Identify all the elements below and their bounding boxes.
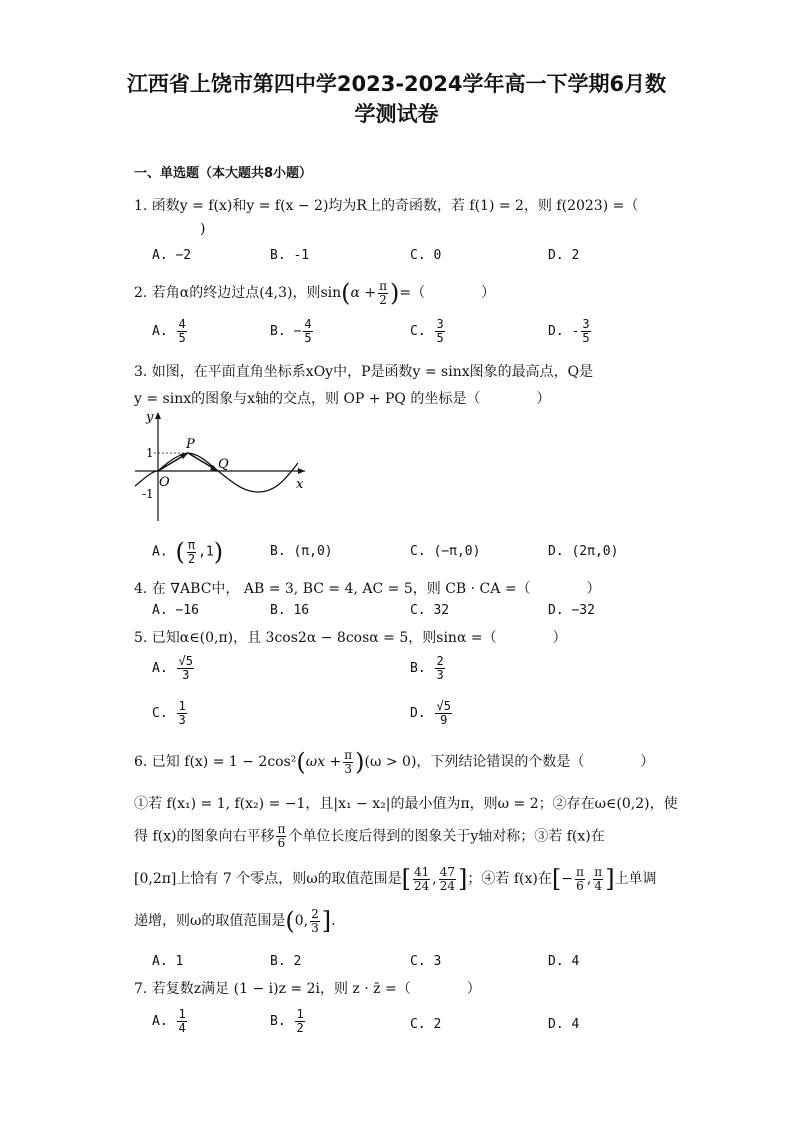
q2-option-b: B. − $\frac{4}{5}$ (270, 317, 312, 345)
q4-option-b: B. 16 (270, 603, 310, 618)
q1-option-a: A. −2 (152, 248, 192, 263)
y-axis-arrow (155, 412, 161, 419)
document-title-line-2: 学测试卷 (354, 102, 439, 126)
q6-option-b: B. 2 (270, 954, 302, 969)
question-4-text: 4. 在 ∇ABC中， AB = 3, BC = 4, AC = 5，则 CB · CA =（ ） (134, 581, 601, 597)
q7-option-a: A. $\frac{1}{4}$ (152, 1007, 186, 1035)
question-3-line-2: y = sinx的图象与x轴的交点，则 OP + PQ 的坐标是（ ） (134, 391, 551, 407)
q1-option-d: D. 2 (548, 248, 580, 263)
question-1-text: 1. 函数y = f(x)和y = f(x − 2)均为R上的奇函数，若 f(1) = 2，则 f(2023) =（ (134, 198, 639, 214)
q4-option-d: D. −32 (548, 603, 595, 618)
graph-origin-label: O (159, 475, 170, 490)
q2-suffix: =（ ） (399, 285, 496, 301)
q4-option-a: A. −16 (152, 603, 199, 618)
graph-y-label: y (146, 410, 154, 425)
q6-option-d: D. 4 (548, 954, 580, 969)
q3-option-a: A. ( $\frac{\pi}{2}$ ,1) (152, 537, 224, 566)
q7-option-b: B. $\frac{1}{2}$ (270, 1007, 304, 1035)
question-6-line-5: 递增，则ω的取值范围是(0, $\frac{2}{3}$ ]. (134, 906, 336, 935)
question-1-close-paren: ) (200, 221, 206, 237)
question-5-text: 5. 已知α∈(0,π)，且 3cos2α − 8cosα = 5，则sinα =（ ） (134, 630, 567, 646)
q2-fraction: $\frac{\pi}{2}$ (379, 278, 388, 307)
section-heading: 一、单选题（本大题共8小题） (134, 166, 313, 181)
q6-option-a: A. 1 (152, 954, 184, 969)
q5-option-d: D. $\frac{√5}{9}$ (410, 699, 451, 727)
q3-option-b: B. (π,0) (270, 544, 333, 559)
vector-op-arrow (180, 453, 188, 459)
graph-tick-1: 1 (146, 446, 154, 460)
q2-expr: α + (350, 285, 377, 301)
sine-graph-figure (130, 408, 310, 526)
question-7-text: 7. 若复数z满足 (1 − i)z = 2i，则 z · z̄ =（ ） (134, 981, 481, 997)
graph-point-q-label: Q (218, 457, 229, 472)
q5-option-c: C. $\frac{1}{3}$ (152, 699, 186, 727)
question-6-line-2: ①若 f(x₁) = 1, f(x₂) = −1，且|x₁ − x₂|的最小值为π，则ω = 2；②存在ω∈(0,2)，使 (134, 796, 678, 812)
question-3-line-1: 3. 如图，在平面直角坐标系xOy中，P是函数y = sinx图象的最高点，Q是 (134, 364, 594, 380)
q2-option-a: A. $\frac{4}{5}$ (152, 317, 186, 345)
question-6-line-4: [0,2π]上恰有 7 个零点，则ω的取值范围是[ $\frac{41}{24}$ , $\frac{47}{24}$ ]；④若 f(x)在[− $\frac{\pi}{6}$ , $\frac{\pi}{4}$ ]上单调 (134, 864, 657, 893)
q6-option-c: C. 3 (410, 954, 442, 969)
q5-option-b: B. $\frac{2}{3}$ (410, 654, 444, 682)
graph-tick-neg1: -1 (142, 487, 154, 501)
q2-prefix: 2. 若角α的终边过点(4,3)，则sin (134, 285, 342, 301)
graph-point-p-label: P (186, 437, 195, 452)
q5-option-a: A. $\frac{√5}{3}$ (152, 654, 193, 682)
q7-option-d: D. 4 (548, 1017, 580, 1032)
q3-option-d: D. (2π,0) (548, 544, 619, 559)
q3-option-c: C. (−π,0) (410, 544, 481, 559)
document-title-line-1: 江西省上饶市第四中学2023-2024学年高一下学期6月数 (126, 72, 667, 96)
question-6-line-1: 6. 已知 f(x) = 1 − 2cos²(ωx + $\frac{\pi}{3}$ )(ω > 0)，下列结论错误的个数是（ ） (134, 747, 655, 776)
graph-x-label: x (296, 477, 304, 492)
q2-option-d: D. - $\frac{3}{5}$ (548, 317, 590, 345)
question-2-text: 2. 若角α的终边过点(4,3)，则sin(α + $\frac{\pi}{2}$ )=（ ） (134, 278, 496, 307)
q2-option-c: C. $\frac{3}{5}$ (410, 317, 444, 345)
q7-option-c: C. 2 (410, 1017, 442, 1032)
q4-option-c: C. 32 (410, 603, 450, 618)
x-axis-arrow (298, 468, 305, 474)
question-6-line-3: 得 f(x)的图象向右平移 $\frac{\pi}{6}$ 个单位长度后得到的图象关于y轴对称；③若 f(x)在 (134, 822, 605, 850)
q1-option-b: B. -1 (270, 248, 310, 263)
q1-option-c: C. 0 (410, 248, 442, 263)
